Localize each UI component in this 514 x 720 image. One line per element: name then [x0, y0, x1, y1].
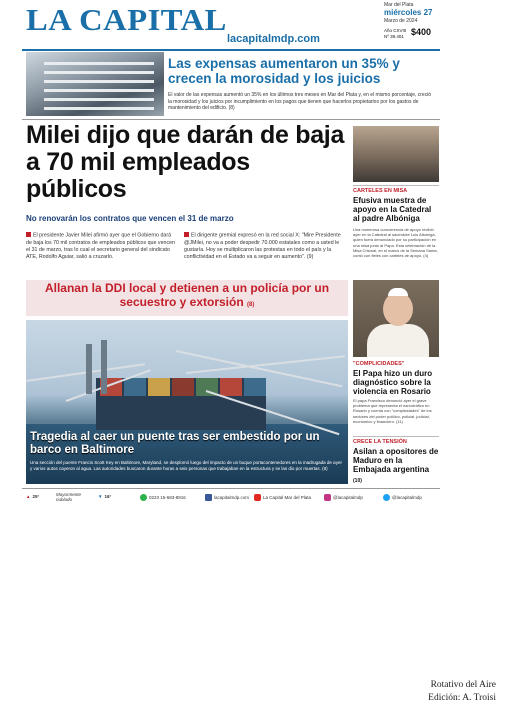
top-story-dek: El valor de las expensas aumentó un 35% en los últimos tres meses en Mar del Plata y, en el mismo porcentaje, creció la morosidad y los juicios por incumplimiento en los pagos que tienen que hacerlos propietarios por los gastos de mantenimiento del edificio. (8): [168, 92, 432, 111]
ddi-ref: (8): [247, 302, 255, 309]
youtube-link[interactable]: [254, 494, 311, 501]
youtube-icon: [254, 494, 261, 501]
weather-max: [26, 494, 39, 499]
year-line: Año CXVIII: [384, 28, 407, 33]
pope-photo: [353, 280, 439, 357]
instagram-link[interactable]: [324, 494, 363, 501]
weather-text: Mayormente nublado: [56, 492, 82, 503]
whatsapp-number: 0223 15-683-8916: [149, 495, 186, 500]
lead-column-2: El dirigente gremial expresó en la red social X: "Mire Presidente @JMilei, no va a poder despedir 70.000 estatales como a usted le gustaría. Hoy se multiplicaron las protestas en todo el país y la conflictividad en el Estado va a seguir en aumento". (9): [184, 232, 344, 261]
lead-subhead: No renovarán los contratos que vencen el 31 de marzo: [26, 214, 234, 223]
instagram-handle: @lacapitalmdp: [333, 495, 363, 500]
building-photo: [26, 52, 164, 116]
ddi-headline-text: Allanan la DDI local y detienen a un policía por un secuestro y extorsión: [44, 281, 330, 310]
sidebar-3-kicker: CRECE LA TENSIÓN: [353, 439, 407, 445]
temp-max: 25°: [32, 494, 40, 499]
top-story-headline[interactable]: Las expensas aumentaron un 35% y crecen la morosidad y los juicios: [168, 56, 400, 87]
whatsapp-icon: [140, 494, 147, 501]
date: Marzo de 2024: [384, 17, 418, 24]
issue-info: [384, 28, 406, 40]
sidebar-2-kicker: "COMPLICIDADES": [353, 361, 405, 367]
masthead-rule: [22, 49, 440, 51]
masthead: [22, 0, 440, 48]
church-photo: [353, 126, 439, 182]
triangle-up-icon: ▲: [26, 494, 31, 499]
credit-line-2: Edición: A. Troisi: [428, 693, 496, 703]
bridge-headline[interactable]: Tragedia al caer un puente tras ser embestido por un barco en Baltimore: [30, 431, 320, 457]
city: Mar del Plata: [384, 2, 414, 8]
sidebar-2-body: El papa Francisco denunció ayer el grave problema que representa el narcotráfico en Rosario y cuenta con "complicidades" de los sectores del poder político, policial, judicial, económico y financiero. (11): [353, 398, 432, 424]
credit-line-1: Rotativo del Aire: [430, 680, 496, 690]
section-rule: [22, 119, 440, 120]
lead-column-1: El presidente Javier Milei afirmó ayer que el Gobierno dará de baja los 70 mil contratos de empleados públicos que vencen el 31 de marzo, tras lo cual el secretario general del sindicato ATE, Rodolfo Aguiar, salió a cruzarlo.: [26, 232, 175, 260]
ddi-headline[interactable]: [26, 281, 348, 310]
temp-min: 16°: [104, 494, 112, 499]
bridge-dek: Una sección del puente Francis Scott Key en Baltimore, Maryland, se desplomó luego del impacto de un buque portacontenedores en la madrugada de ayer y varios autos cayeron al agua. Las autoridades buscaron durante horas a seis personas que trabajaban en la estructura y se las dio por muertas. (8): [30, 460, 342, 471]
weather-min: [98, 494, 111, 499]
container-ship: [96, 378, 266, 430]
website-link[interactable]: lacapitalmdp.com: [227, 33, 320, 45]
twitter-icon: [383, 494, 390, 501]
lead-headline[interactable]: Milei dijo que darán de baja a 70 mil empleados públicos: [26, 121, 345, 203]
instagram-icon: [324, 494, 331, 501]
front-page: [22, 0, 440, 512]
twitter-link[interactable]: [383, 494, 422, 501]
sidebar-3-ref: (10): [353, 477, 362, 484]
sidebar-3-headline-text: Asilan a opositores de Maduro en la Embajada argentina: [353, 447, 439, 475]
facebook-link[interactable]: [205, 494, 249, 501]
newspaper-logo: LA CAPITAL: [26, 2, 227, 37]
twitter-handle: @lacapitalmdp: [392, 495, 422, 500]
price: $400: [411, 27, 432, 37]
sidebar-rule-1: [353, 185, 439, 186]
triangle-down-icon: ▼: [98, 494, 103, 499]
sidebar-2-headline[interactable]: El Papa hizo un duro diagnóstico sobre la violencia en Rosario: [353, 369, 433, 397]
issue-number: Nº 39.401: [384, 33, 404, 39]
dateline: [384, 2, 444, 24]
facebook-icon: [205, 494, 212, 501]
footer-bar: [22, 488, 440, 509]
weekday: miércoles 27: [384, 8, 433, 17]
facebook-handle: lacapitalmdp.com: [214, 495, 250, 500]
sidebar-rule-2: [353, 436, 439, 437]
sidebar-3-headline[interactable]: [353, 447, 439, 484]
sidebar-1-body: Una numerosa concurrencia de apoyo recibió ayer en la Catedral al sacerdote Luis Albóniga, quien fuera denunciado por su participación en una misa junto al Papa. Esta celebración de la Misa Crismal, en el marco de la Semana Santa, contó con fieles con carteles de apoyo. (4): [353, 227, 438, 258]
sidebar-1-headline[interactable]: Efusiva muestra de apoyo en la Catedral al padre Albóniga: [353, 196, 432, 224]
whatsapp-contact[interactable]: [140, 494, 186, 501]
youtube-handle: La Capital Mar del Plata: [263, 495, 312, 500]
sidebar-1-kicker: CARTELES EN MISA: [353, 188, 408, 194]
